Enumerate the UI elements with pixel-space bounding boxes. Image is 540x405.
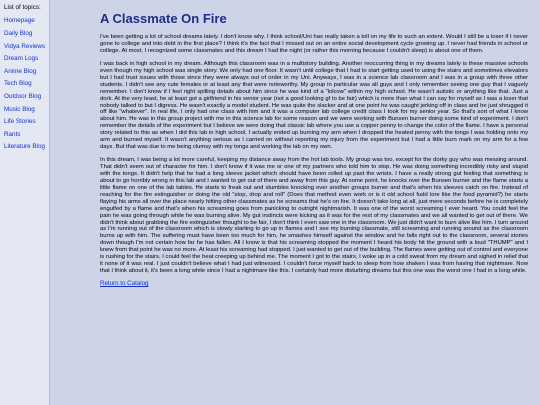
topic-item (4, 55, 49, 62)
topic-link-daily-blog[interactable]: Daily Blog (4, 30, 33, 37)
return-container (100, 281, 531, 288)
topic-link-anime-blog[interactable]: Anime Blog (4, 67, 37, 75)
article-paragraph: In this dream, I was being a lot more careful, keeping my distance away from the hot lab tools. My group was too, except for the dorky guy who was messing around. That didn't seem out of character for him. I don't know if it was me or one of my partners who told him to stop. He was doing something incredibly risky and stupid with the tongs. It didn't help that he had a long sleeve jacket which should have been rolled up past the wrists. I have a really strong gut feeling that something is about to go horribly wrong in this lab and I wanted to get out of there and away from this guy. At some point, he knocks over the Bunsen burner and the flame starts a little flame on one of the lab tables. He starts to freak out and stumbles knocking over another groups burner and that's when his sleeves catch on fire. Instead of reaching for the fire extinguisher or doing the old "stop, drop and roll" (Does that method even work or is it old school fudd lore like the food pyramid?) he starts flaying his arms all over the place nearly hitting other classmates as he screams that he's on fire. It doesn't take long at all, just mere seconds before he is completely engulfed by a flame and that's when his screaming goes from panicking to outright nightmarish. It was one of the worst screaming I ever heard. You could feel the pain he was going through while he was burning alive. My gut instincts were kicking as it was for the rest of my classmates and we all wanted to get out of there. We didn't think about grabbing the fire extinguisher thought to be fair, I don't think I even saw one in the classroom. We just didn't want to burn alive like him. I turn around as I'm running out of the classroom which is slowly starting to go up in flames and I see my burning classmate, still screaming and running around as the classroom burns up with him. The suffering must have been too much for him, he smashes himself against the window and he falls right out to the classroom, several stories down though I'm not certain how far he has fallen. All I know is that his screaming stopped the moment I heard his body hit the ground with a loud "THUMP" and I knew from that point he was no more. At least his screaming had stopped. I just wanted to get out of the building. The flames were getting out of control and everyone is rushing for the stairs. I could feel the heat creeping up behind me. The moment I got to the stairs, I woke up in a cold sweat from my dream and sighed in relief that it none of it was real. I just couldn't believe what I had just witnessed. I couldn't force myself back to sleep from how shaken I was from having that nightmare. Now that I think about it, it's been a long while since I had a nightmare like this. I certainly had more disturbing dreams but this one was the worst one I had in a long while. (100, 157, 528, 274)
topics-list (4, 17, 49, 150)
topic-item (4, 80, 49, 87)
article (63, 0, 531, 288)
topic-item (4, 30, 49, 37)
article-paragraph: I was back in high school in my dream. Although this classroom was in a multistory building. Another reoccurring thing in my dreams lately is these massive schools even though my high school was single story. We only had one floor. It wasn't until college that I had to start getting used to using the stairs and sometimes elevators but I had trust issues with those since they were always out of order in my Uni. Anyways, I was in a science lab classroom and I was in a group with three other students. I didn't see any cute females or at least any that were noteworthy. My group in particular was all guys and I only remember seeing one guy that I vaguely remember. I don't know if I feel right spilling details about him since he was kind of a "lolcow" within my high school. He wasn't autistic or anything like that. Just a dork. At the very least, he at least got a girlfriend in his senior year (not a good looking gf to be fair) which is more than what I can say for myself as I was a loser that nobody talked to but I digress. He wasn't exactly a model student. He was quite the slacker and at one point he was caught jerking off in class and he just shrugged it off like "whatever". In real life, I only had one class with him and it was a computer lab college credit class I took for my senior year. So that's sort of what I know about him. He was in this group project with me in this science lab for some reason and we were working with Bunsen burner doing some kind of experiment. I don't remember the details of the experiment but I believe we were doing that classic lab where you use a copper penny to change the color of the flame. I have a personal story related to this as when I did this lab in high school, I actually ended up burning my arm when I dropped the heated penny with the tongs I was holding onto my arm and burned myself. It wasn't anything serious as I carried on without reporting my injury from the experiment but I had a little burn mark on my arm for a few days. But that was due to me being clumsy with my tongs and working the lab on my own. (100, 61, 528, 150)
topic-item (4, 106, 49, 113)
topic-item (4, 68, 49, 75)
return-to-catalog-link[interactable]: Return to Catalog (100, 280, 149, 288)
topic-item (4, 93, 49, 100)
topic-link-outdoor-blog[interactable]: Outdoor Blog (4, 92, 42, 100)
article-title: A Classmate On Fire (100, 11, 227, 26)
topic-item (4, 131, 49, 138)
topic-link-tech-blog[interactable]: Tech Blog (4, 80, 32, 88)
topic-item (4, 118, 49, 125)
topic-link-rants[interactable]: Rants (4, 130, 21, 138)
topic-link-life-stories[interactable]: Life Stories (4, 118, 36, 126)
topics-label: List of topics: (4, 4, 41, 11)
topic-item (4, 17, 49, 24)
topic-item (4, 43, 49, 50)
article-paragraph: I've been getting a lot of school dreams lately. I don't know why. I think school/Uni has really taken a toll on my life to such an extent. Would I still be a loser if I never gone to college and into debt in the first place? I think it's the fact that I missed out on an entire social development cycle growing up. I never had friends in school or college. At most, I recognized some classmates and this dream I had the night (or rather this morning because I couldn't sleep) is about one of them. (100, 33, 528, 54)
topic-item (4, 143, 49, 150)
topic-link-vidya-reviews[interactable]: Vidya Reviews (4, 42, 46, 50)
topic-link-music-blog[interactable]: Music Blog (4, 105, 35, 113)
sidebar (0, 0, 50, 405)
topic-link-dream-logs[interactable]: Dream Logs (4, 55, 39, 63)
topic-link-homepage[interactable]: Homepage (4, 17, 35, 25)
topic-link-literature-blog[interactable]: Literature Blog (4, 143, 45, 151)
